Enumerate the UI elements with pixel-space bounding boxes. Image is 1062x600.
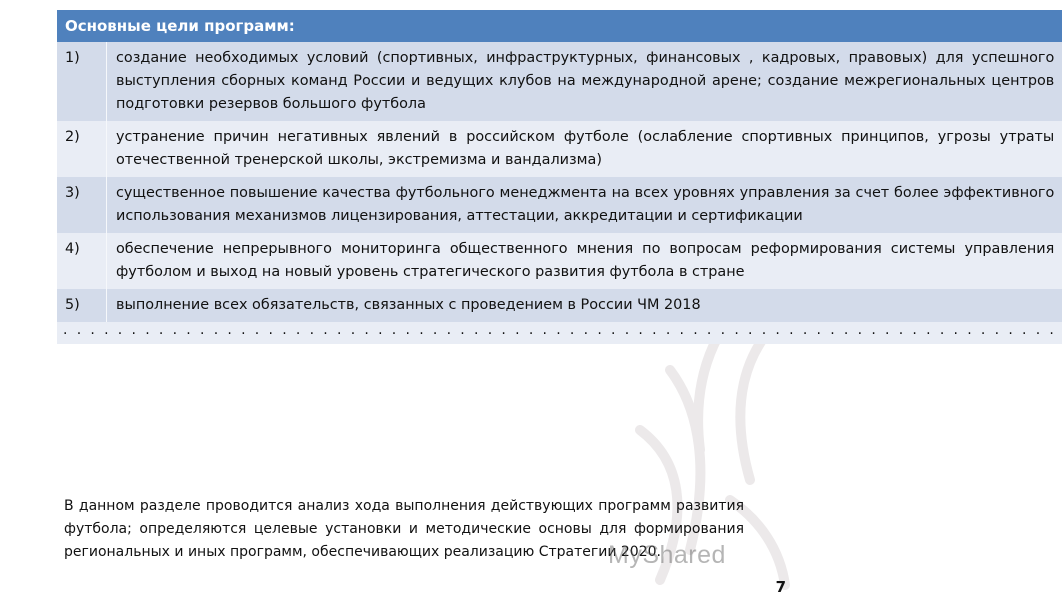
table-row — [57, 42, 1062, 121]
row-text: создание необходимых условий (спортивных, инфраструктурных, финансовых , кадровых, правовых) для успешного выступления сборных команд России и ведущих клубов на международной арене; создание межрегиональных центров подготовки резервов большого футбола — [107, 42, 1062, 121]
row-number: 3) — [57, 177, 107, 233]
row-text: обеспечение непрерывного мониторинга общественного мнения по вопросам реформирования системы управления футболом и выход на новый уровень стратегического развития футбола в стране — [107, 233, 1062, 289]
table-row — [57, 177, 1062, 233]
row-number: 5) — [57, 289, 107, 322]
table-header: Основные цели программ: — [57, 10, 1062, 42]
row-text: устранение причин негативных явлений в российском футболе (ослабление спортивных принципов, угрозы утраты отечественной тренерской школы, экстремизма и вандализма) — [107, 121, 1062, 177]
row-number: 2) — [57, 121, 107, 177]
row-number: 1) — [57, 42, 107, 121]
table-header-row — [57, 10, 1062, 42]
page-number: 7 — [775, 578, 786, 596]
section-summary-text: В данном разделе проводится анализ хода выполнения действующих программ развития футбола; определяются целевые установки и методические основы для формирования региональных и иных программ, обеспечивающих реализацию Стратегии 2020. — [64, 498, 744, 560]
table-row — [57, 289, 1062, 322]
row-number: 4) — [57, 233, 107, 289]
table-row — [57, 233, 1062, 289]
row-text: выполнение всех обязательств, связанных с проведением в России ЧМ 2018 — [107, 289, 1062, 322]
program-goals-table — [57, 10, 1062, 344]
watermark-logo-text: MyShared — [608, 541, 726, 569]
table-continuation-row — [57, 322, 1062, 344]
row-text: существенное повышение качества футбольного менеджмента на всех уровнях управления за счет более эффективного использования механизмов лицензирования, аттестации, аккредитации и сертификации — [107, 177, 1062, 233]
table-row — [57, 121, 1062, 177]
continuation-dots: . . . . . . . . . . . . . . . . . . . . . . . . . . . . . . . . . . . . . . . . . . . . . . . . . . . . . . . . . . . . . . . . . . . . . . . . . — [57, 322, 1062, 344]
